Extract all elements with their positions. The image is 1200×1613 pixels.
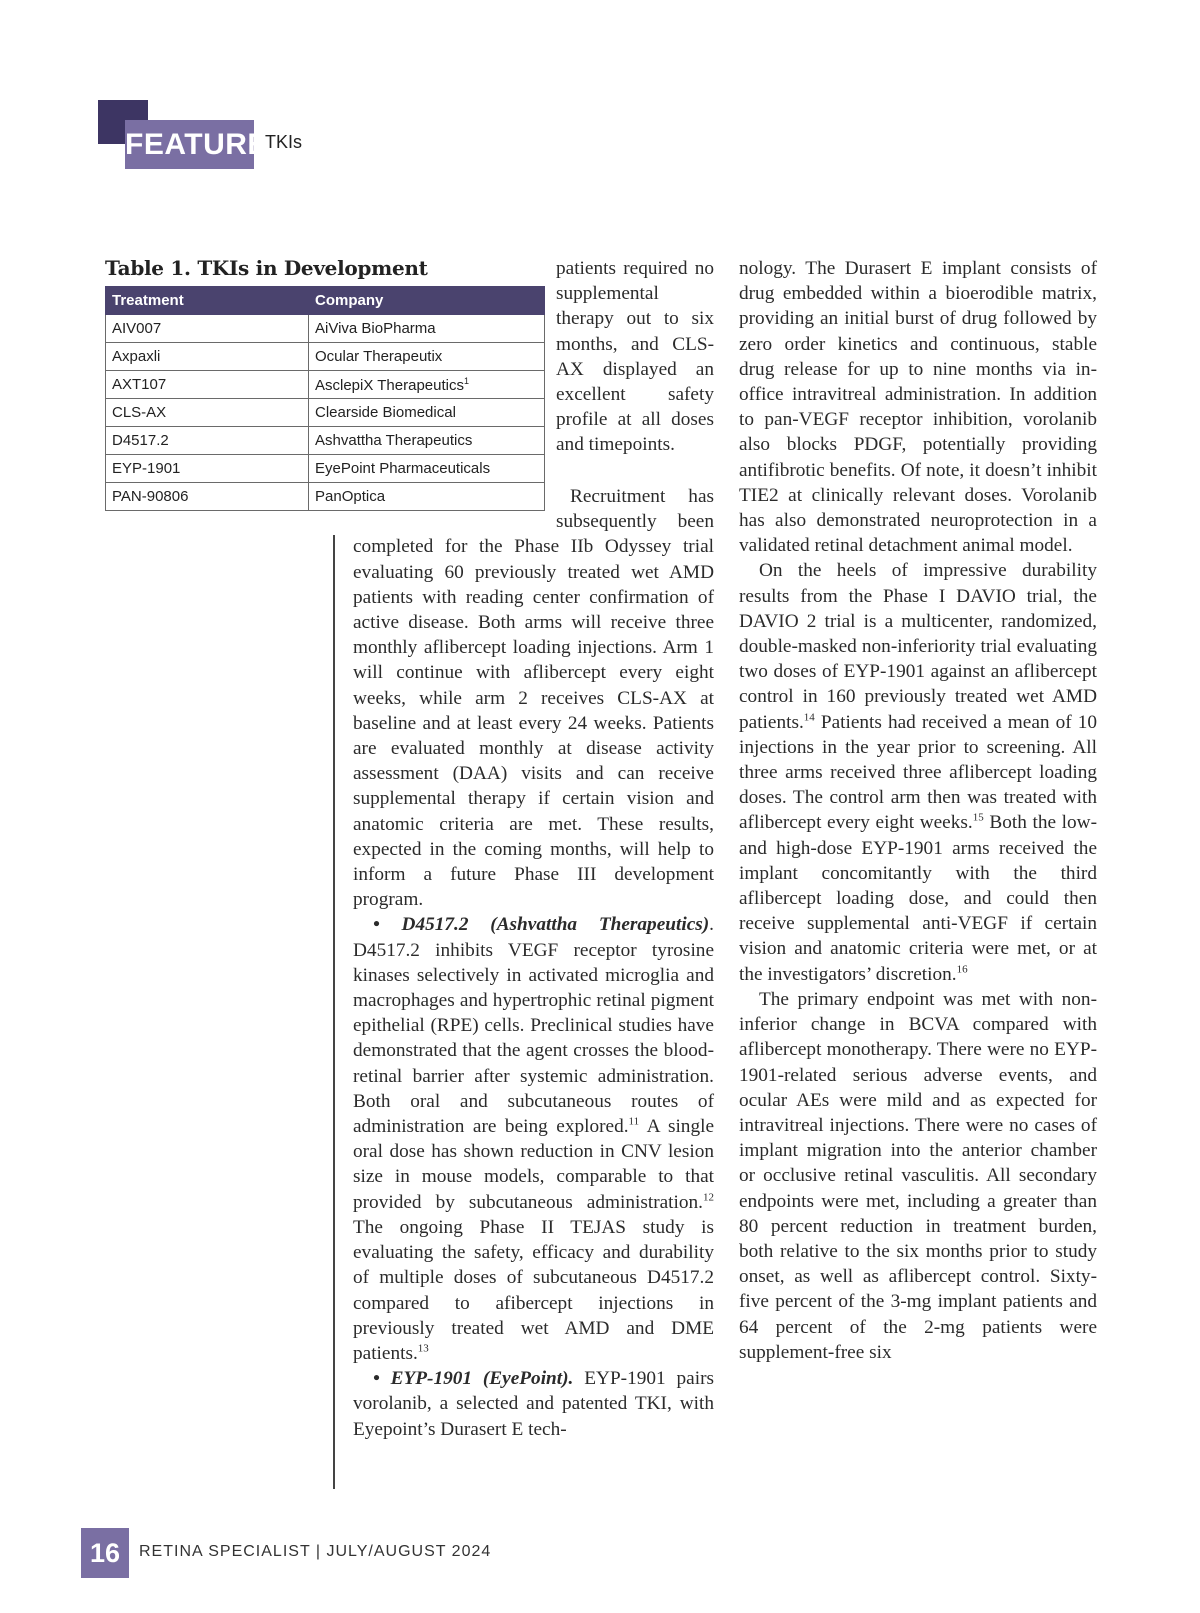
middle-column [353,484,714,1442]
company-cell: Ashvattha Therapeutics [309,427,545,455]
company-name: AsclepiX Therapeutics [315,376,464,394]
company-cell: EyePoint Pharmaceuticals [309,455,545,483]
table-wrap-spacer [353,484,556,534]
table-row [106,343,545,371]
treatment-cell: AIV007 [106,315,309,343]
table-row [106,399,545,427]
paragraph: The primary endpoint was met with non-inferior change in BCVA compared with aflibercept monotherapy. There were no EYP-1901-related serious adverse events, and ocular AEs were mild and as expected for intravitreal injections. There were no cases of implant migration into the anterior chamber or occlusive retinal vasculitis. All secondary endpoints were met, including a greater than 80 percent reduction in treatment burden, both relative to the six months prior to study onset, as well as aflibercept control. Sixty-five percent of the 3-mg implant patients and 64 percent of the 2-mg patients were supplement-free six [739,988,1097,1363]
table-row [106,427,545,455]
company-cell [309,371,545,399]
publication-footer: RETINA SPECIALIST | JULY/AUGUST 2024 [139,1543,492,1560]
company-cell: PanOptica [309,483,545,511]
treatment-cell: Axpaxli [106,343,309,371]
table-row [106,371,545,399]
citation: 15 [972,812,984,825]
text-run: EYP-1901 pairs vorolanib, a selected and patented TKI, with Eyepoint’s Durasert E tech- [353,1368,714,1440]
paragraph-text: Recruitment has subsequently been completed for the Phase IIb Odyssey trial evaluating 60 previously treated wet AMD patients with reading center confirmation of active disease. Both arms will receive three monthly aflibercept loading injections. Arm 1 will continue with aflibercept every eight weeks, while arm 2 receives CLS-AX at baseline and at least every 24 weeks. Patients are evaluated monthly at disease activity assessment (DAA) visits and can receive supplemental therapy if certain vision and anatomic criteria are met. These results, expected in the coming months, will help to inform a future Phase III development program. [353,486,714,911]
citation: 14 [803,711,815,724]
page-number: 16 [81,1528,129,1578]
treatment-cell: CLS-AX [106,399,309,427]
paragraph [353,912,714,1366]
paragraph: patients required no supplemental therapy out to six months, and CLS-AX displayed an excellent safety profile at all doses and timepoints. [556,258,714,456]
paragraph [739,558,1097,986]
footnote-ref: 1 [463,375,469,386]
table-row [106,315,545,343]
column-header-company: Company [309,287,545,315]
company-cell: AiViva BioPharma [309,315,545,343]
citation: 11 [628,1115,640,1128]
tki-table [105,286,545,511]
bullet-heading: • D4517.2 (Ashvattha Therapeutics) [373,914,710,936]
paragraph [353,1366,714,1442]
table-header-row [106,287,545,315]
treatment-cell: EYP-1901 [106,455,309,483]
citation: 12 [703,1191,714,1204]
text-run: Both the low- and high-dose EYP-1901 arms received the implant concomitantly with the third aflibercept loading dose, and could then receive supplemental anti-VEGF if certain vision and anatomic criteria were met, or at the investigators’ discretion. [739,812,1097,985]
text-run: . D4517.2 inhibits VEGF receptor tyrosine kinases selectively in activated microglia and macrophages and hypertrophic retinal pigment epithelial (RPE) cells. Preclinical studies have demonstrated that the agent crosses the blood-retinal barrier after systemic administration. Both oral and subcutaneous routes of administration are being explored. [353,914,714,1138]
citation: 13 [417,1342,429,1355]
company-cell: Ocular Therapeutix [309,343,545,371]
treatment-cell: D4517.2 [106,427,309,455]
paragraph [353,484,714,912]
section-topic: TKIs [265,132,303,152]
company-cell: Clearside Biomedical [309,399,545,427]
text-run: A single oral dose has shown reduction in CNV lesion size in mouse models, comparable to that provided by subcutaneous administration. [353,1116,714,1213]
middle-column-top [556,256,714,458]
text-run: The ongoing Phase II TEJAS study is evaluating the safety, efficacy and durability of multiple doses of subcutaneous D4517.2 compared to afibercept injections in previously treated wet AMD and DME patients. [353,1216,714,1364]
table-caption: Table 1. TKIs in Development [105,256,428,280]
text-run: Patients had received a mean of 10 injections in the year prior to screening. All three arms received three aflibercept loading doses. The control arm then was treated with aflibercept every eight weeks. [739,711,1097,834]
bullet-heading: • EYP-1901 (EyePoint). [373,1368,574,1390]
paragraph: nology. The Durasert E implant consists of drug embedded within a bioerodible matrix, providing an initial burst of drug followed by zero order kinetics and continuous, stable drug release for up to nine months via in-office intravitreal administration. In addition to pan-VEGF receptor inhibition, vorolanib also blocks PDGF, potentially providing antifibrotic benefits. Of note, it doesn’t inhibit TIE2 at clinically relevant doses. Vorolanib has also demonstrated neuroprotection in a validated retinal detachment animal model. [739,258,1097,557]
column-header-treatment: Treatment [106,287,309,315]
right-column [739,256,1097,1365]
citation: 16 [956,963,968,976]
table-row [106,455,545,483]
treatment-cell: AXT107 [106,371,309,399]
treatment-cell: PAN-90806 [106,483,309,511]
section-label: FEATURE [125,128,268,161]
text-run: On the heels of impressive durability results from the Phase I DAVIO trial, the DAVIO 2 trial is a multicenter, randomized, double-masked non-inferiority trial evaluating two doses of EYP-1901 against an aflibercept control in 160 previously treated wet AMD patients. [739,560,1097,733]
column-rule [333,535,335,1489]
